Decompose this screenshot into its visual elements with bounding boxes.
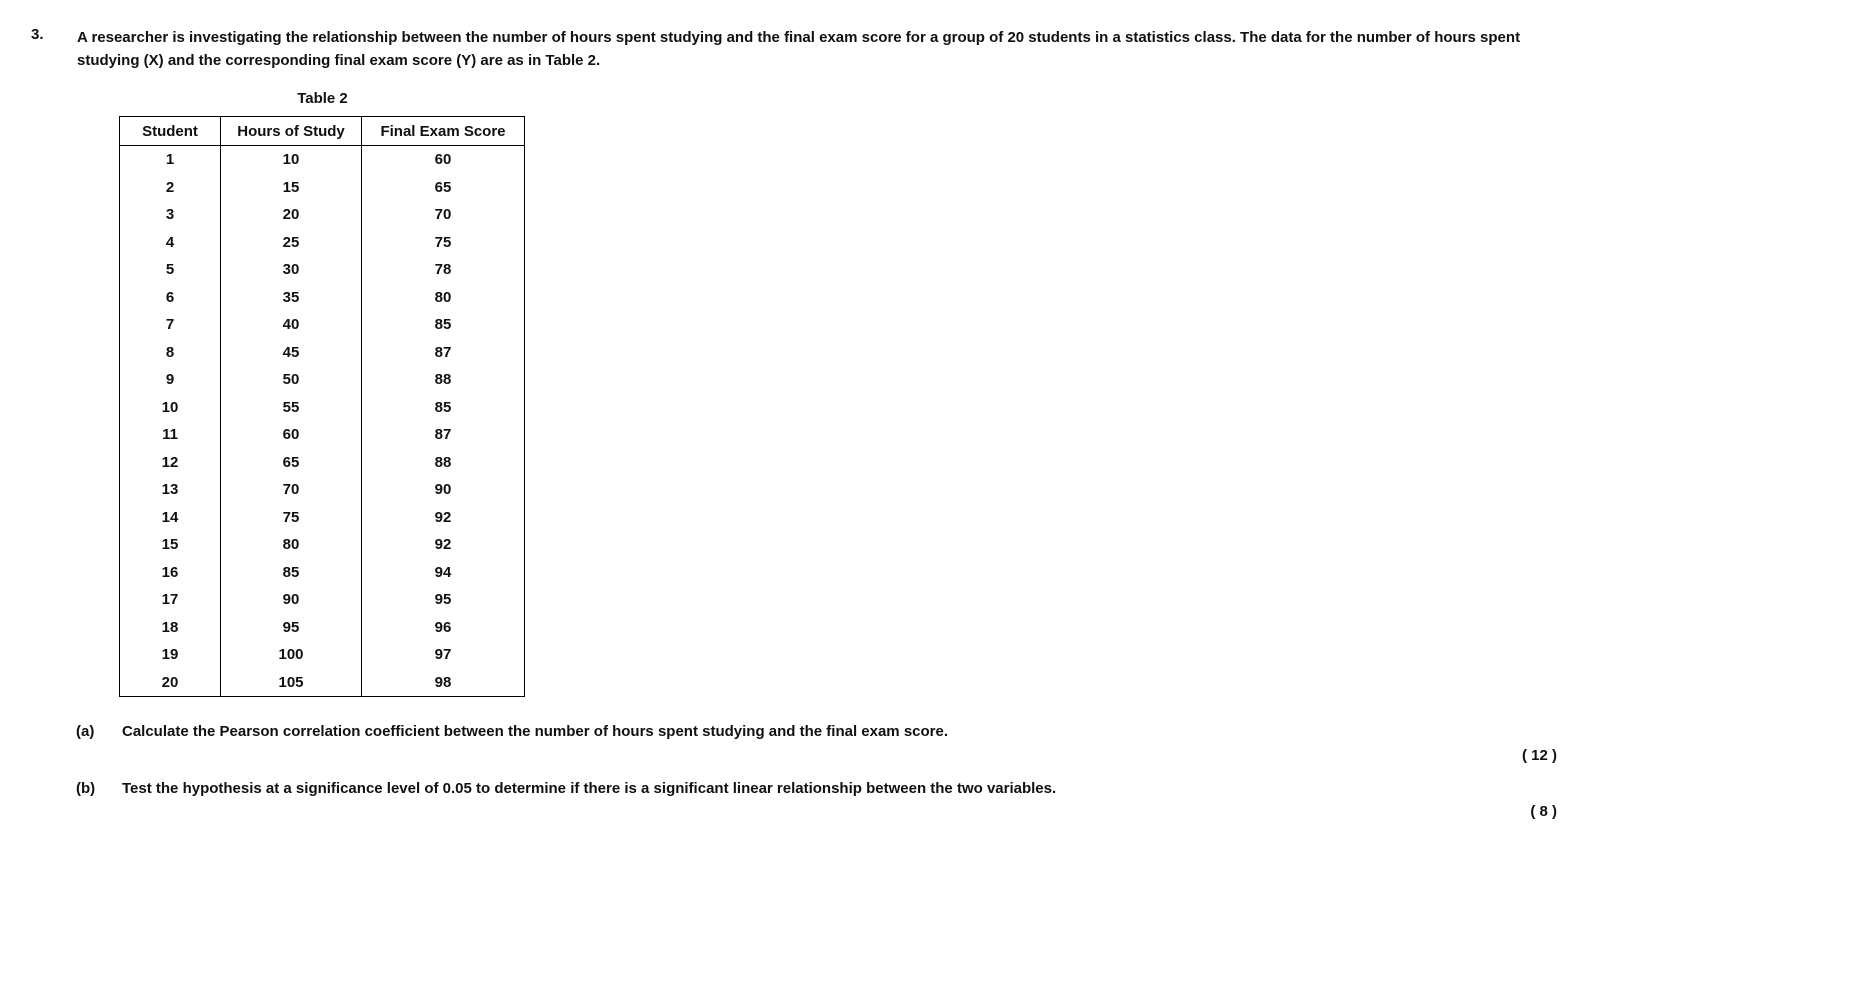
cell-hours-of-study: 45 [221, 339, 362, 367]
part-b-label: (b) [76, 780, 96, 797]
cell-final-exam-score: 88 [362, 449, 525, 477]
part-a-text: Calculate the Pearson correlation coefficient between the number of hours spent studying and the final exam score. [122, 723, 949, 740]
cell-student: 17 [120, 586, 221, 614]
cell-final-exam-score: 95 [362, 586, 525, 614]
table-row [120, 669, 525, 697]
table-row [120, 641, 525, 669]
cell-hours-of-study: 90 [221, 586, 362, 614]
table-row [120, 284, 525, 312]
cell-student: 12 [120, 449, 221, 477]
cell-final-exam-score: 88 [362, 366, 525, 394]
cell-final-exam-score: 87 [362, 421, 525, 449]
cell-student: 2 [120, 174, 221, 202]
cell-student: 13 [120, 476, 221, 504]
cell-student: 8 [120, 339, 221, 367]
cell-student: 5 [120, 256, 221, 284]
cell-final-exam-score: 96 [362, 614, 525, 642]
header-student: Student [120, 117, 221, 146]
part-b-text: Test the hypothesis at a significance level of 0.05 to determine if there is a significant linear relationship between the two variables. [122, 780, 1057, 797]
question-text: A researcher is investigating the relationship between the number of hours spent studying and the final exam score for a group of 20 students in a statistics class. The data for the number of hours spent studying (X) and the corresponding final exam score (Y) are as in Table 2. [77, 29, 1521, 69]
cell-hours-of-study: 40 [221, 311, 362, 339]
cell-student: 16 [120, 559, 221, 587]
cell-final-exam-score: 85 [362, 394, 525, 422]
cell-hours-of-study: 60 [221, 421, 362, 449]
cell-student: 10 [120, 394, 221, 422]
cell-hours-of-study: 15 [221, 174, 362, 202]
table-row [120, 559, 525, 587]
cell-hours-of-study: 80 [221, 531, 362, 559]
cell-student: 4 [120, 229, 221, 257]
cell-final-exam-score: 60 [362, 146, 525, 174]
cell-final-exam-score: 92 [362, 531, 525, 559]
cell-student: 14 [120, 504, 221, 532]
data-table [119, 116, 525, 697]
table-caption: Table 2 [297, 90, 348, 107]
cell-student: 18 [120, 614, 221, 642]
table-row [120, 256, 525, 284]
cell-hours-of-study: 55 [221, 394, 362, 422]
table-row [120, 531, 525, 559]
part-a-marks: ( 12 ) [1521, 747, 1557, 764]
cell-final-exam-score: 98 [362, 669, 525, 697]
cell-final-exam-score: 78 [362, 256, 525, 284]
part-a-label: (a) [76, 723, 95, 740]
cell-final-exam-score: 92 [362, 504, 525, 532]
cell-final-exam-score: 85 [362, 311, 525, 339]
cell-student: 1 [120, 146, 221, 174]
cell-final-exam-score: 75 [362, 229, 525, 257]
table-row [120, 394, 525, 422]
cell-hours-of-study: 20 [221, 201, 362, 229]
cell-student: 7 [120, 311, 221, 339]
cell-final-exam-score: 70 [362, 201, 525, 229]
table-row [120, 229, 525, 257]
part-b-marks: ( 8 ) [1530, 803, 1557, 820]
table-row [120, 339, 525, 367]
cell-hours-of-study: 35 [221, 284, 362, 312]
cell-hours-of-study: 100 [221, 641, 362, 669]
table-row [120, 201, 525, 229]
cell-hours-of-study: 95 [221, 614, 362, 642]
cell-final-exam-score: 90 [362, 476, 525, 504]
cell-hours-of-study: 25 [221, 229, 362, 257]
cell-student: 3 [120, 201, 221, 229]
table-row [120, 449, 525, 477]
cell-hours-of-study: 70 [221, 476, 362, 504]
cell-student: 9 [120, 366, 221, 394]
cell-hours-of-study: 50 [221, 366, 362, 394]
cell-final-exam-score: 87 [362, 339, 525, 367]
table-row [120, 146, 525, 174]
cell-hours-of-study: 75 [221, 504, 362, 532]
table-row [120, 366, 525, 394]
table-header-row [120, 117, 525, 146]
cell-student: 11 [120, 421, 221, 449]
cell-final-exam-score: 97 [362, 641, 525, 669]
question-number: 3. [31, 26, 44, 43]
cell-hours-of-study: 85 [221, 559, 362, 587]
table-row [120, 421, 525, 449]
header-final-exam-score: Final Exam Score [362, 117, 525, 146]
cell-final-exam-score: 80 [362, 284, 525, 312]
cell-hours-of-study: 65 [221, 449, 362, 477]
cell-student: 19 [120, 641, 221, 669]
table-row [120, 586, 525, 614]
table-row [120, 614, 525, 642]
cell-hours-of-study: 105 [221, 669, 362, 697]
cell-student: 6 [120, 284, 221, 312]
cell-final-exam-score: 65 [362, 174, 525, 202]
header-hours-of-study: Hours of Study [221, 117, 362, 146]
cell-hours-of-study: 30 [221, 256, 362, 284]
table-row [120, 311, 525, 339]
table-body [120, 146, 525, 697]
table-row [120, 504, 525, 532]
cell-hours-of-study: 10 [221, 146, 362, 174]
table-row [120, 476, 525, 504]
cell-final-exam-score: 94 [362, 559, 525, 587]
cell-student: 15 [120, 531, 221, 559]
table-row [120, 174, 525, 202]
cell-student: 20 [120, 669, 221, 697]
